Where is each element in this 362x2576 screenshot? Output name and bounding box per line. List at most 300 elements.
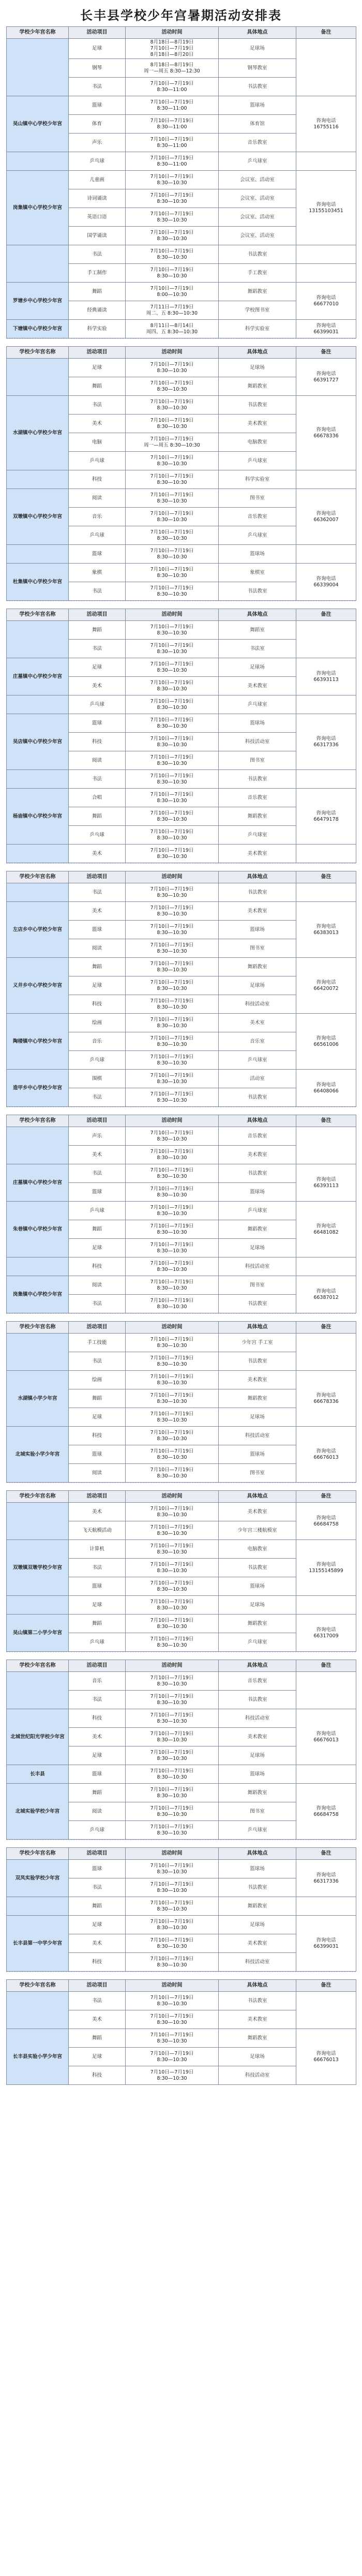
remark-cell: [296, 264, 356, 283]
school-name-cell: 庄墓镇中心学校少年宫: [7, 658, 69, 695]
table-row: [7, 695, 356, 714]
activity-time-cell: 7月10日—7月19日 8:30—10:30: [126, 1427, 219, 1445]
activity-time-cell: 7月10日—7月19日 8:30—10:30: [126, 695, 219, 714]
activity-location-cell: 图书室: [219, 939, 296, 958]
table-row: [7, 39, 356, 59]
remark-cell: 咨询电话 66317009: [296, 1615, 356, 1652]
remark-cell: 咨询电话 66362007: [296, 489, 356, 545]
school-name-cell: [7, 39, 69, 96]
activity-location-cell: 美术教室: [219, 1371, 296, 1389]
remark-cell: 咨询电话 66684758: [296, 1784, 356, 1840]
activity-location-cell: 音乐教室: [219, 1672, 296, 1691]
activity-time-cell: 7月10日—7月19日 8:30—10:30: [126, 1709, 219, 1728]
activity-time-cell: 7月10日—7月19日 8:30—10:30: [126, 377, 219, 396]
school-name-cell: [7, 770, 69, 789]
activity-item-cell: 飞天航模活动: [69, 1521, 126, 1540]
table-header-row: [7, 1322, 356, 1334]
activity-item-cell: 书法: [69, 582, 126, 601]
activity-location-cell: 音乐教室: [219, 508, 296, 526]
activity-location-cell: 乒乓球室: [219, 826, 296, 845]
school-name-cell: [7, 621, 69, 658]
activity-time-cell: 7月10日—7月19日 8:00—10:30: [126, 283, 219, 301]
activity-item-cell: 美术: [69, 414, 126, 433]
table-row: [7, 1334, 356, 1352]
column-header: 备注: [296, 347, 356, 359]
activity-item-cell: 足球: [69, 1239, 126, 1257]
activity-time-cell: 7月10日—7月19日 8:30—10:30: [126, 883, 219, 902]
school-name-cell: 北城实验小学少年宫: [7, 1427, 69, 1483]
activity-item-cell: 书法: [69, 1559, 126, 1577]
activity-time-cell: 7月10日—7月19日 8:30—10:30: [126, 939, 219, 958]
table-row: [7, 1070, 356, 1088]
column-header: 学校少年宫名称: [7, 1660, 69, 1672]
activity-location-cell: 学校图书室: [219, 301, 296, 320]
remark-cell: 咨询电话 66677010: [296, 283, 356, 320]
table-row: [7, 789, 356, 807]
activity-location-cell: 音乐教室: [219, 1127, 296, 1146]
activity-time-cell: 7月10日—7月19日 8:30—10:30: [126, 1070, 219, 1088]
table-row: [7, 714, 356, 733]
activity-time-cell: 8月18日—8月19日 7月10日—7月19日 8月18日—8月20日: [126, 39, 219, 59]
activity-time-cell: 7月10日—7月19日 8:30—11:00: [126, 96, 219, 115]
activity-item-cell: 篮球: [69, 921, 126, 939]
column-header: 学校少年宫名称: [7, 1491, 69, 1503]
activity-location-cell: 会议室、活动室: [219, 171, 296, 189]
activity-time-cell: 7月10日—7月19日 8:30—10:30: [126, 1540, 219, 1559]
remark-cell: 咨询电话 66393113: [296, 658, 356, 695]
remark-cell: 咨询电话 66676013: [296, 2029, 356, 2085]
activity-time-cell: 7月10日—7月19日 8:30—10:30: [126, 1615, 219, 1633]
activity-item-cell: 手工技能: [69, 1334, 126, 1352]
table-row: [7, 1916, 356, 1934]
column-header: 活动时间: [126, 1980, 219, 1992]
table-row: [7, 1427, 356, 1445]
table-row: [7, 1014, 356, 1032]
activity-location-cell: 舞蹈教室: [219, 1220, 296, 1239]
activity-location-cell: 电脑教室: [219, 1540, 296, 1559]
column-header: 备注: [296, 1491, 356, 1503]
activity-location-cell: 篮球场: [219, 545, 296, 564]
school-name-cell: [7, 1257, 69, 1276]
activity-location-cell: 美术教室: [219, 414, 296, 433]
column-header: 具体地点: [219, 1322, 296, 1334]
school-name-cell: 双墩镇双墩学校少年宫: [7, 1540, 69, 1596]
remark-cell: [296, 470, 356, 489]
activity-location-cell: 足球场: [219, 359, 296, 377]
remark-cell: 咨询电话 66676013: [296, 1709, 356, 1765]
activity-location-cell: 舞蹈教室: [219, 958, 296, 976]
activity-location-cell: 足球场: [219, 1916, 296, 1934]
column-header: 活动时间: [126, 609, 219, 621]
column-header: 备注: [296, 1115, 356, 1127]
table-row: [7, 1257, 356, 1276]
remark-cell: 咨询电话 66317336: [296, 714, 356, 770]
table-row: [7, 545, 356, 564]
activity-location-cell: 图书室: [219, 1276, 296, 1295]
remark-cell: [296, 695, 356, 714]
activity-location-cell: 足球场: [219, 39, 296, 59]
activity-item-cell: 经典诵读: [69, 301, 126, 320]
table-row: [7, 1765, 356, 1784]
activity-location-cell: 手工教室: [219, 264, 296, 283]
activity-item-cell: 美术: [69, 677, 126, 695]
table-row: [7, 1709, 356, 1728]
school-name-cell: 水湖镇小学少年宫: [7, 1371, 69, 1427]
school-name-cell: [7, 470, 69, 489]
school-name-cell: [7, 1672, 69, 1709]
activity-item-cell: 科技: [69, 1427, 126, 1445]
activity-item-cell: 足球: [69, 658, 126, 677]
activity-location-cell: 乒乓球室: [219, 452, 296, 470]
school-name-cell: 吴店镇中心学校少年宫: [7, 714, 69, 770]
column-header: 备注: [296, 1848, 356, 1860]
activity-item-cell: 声乐: [69, 1127, 126, 1146]
school-name-cell: 下塘镇中心学校少年宫: [7, 320, 69, 338]
schedule-table: [6, 346, 356, 601]
school-name-cell: [7, 545, 69, 564]
column-header: 备注: [296, 1322, 356, 1334]
section-divider: [6, 1483, 356, 1490]
activity-time-cell: 7月10日—7月19日 8:30—10:30: [126, 1202, 219, 1220]
activity-item-cell: 音乐: [69, 1032, 126, 1051]
table-header-row: [7, 347, 356, 359]
activity-location-cell: 书法教室: [219, 1878, 296, 1897]
activity-location-cell: 足球场: [219, 1408, 296, 1427]
activity-item-cell: 美术: [69, 1728, 126, 1746]
remark-cell: [296, 1127, 356, 1164]
activity-item-cell: 足球: [69, 39, 126, 59]
activity-time-cell: 7月10日—7月19日 8:30—10:30: [126, 1276, 219, 1295]
activity-time-cell: 7月10日—7月19日 8:30—10:30: [126, 1352, 219, 1371]
remark-cell: 咨询电话 66420072: [296, 958, 356, 1014]
activity-location-cell: 美术教室: [219, 845, 296, 863]
activity-item-cell: 科技: [69, 1709, 126, 1728]
column-header: 学校少年宫名称: [7, 27, 69, 39]
table-row: [7, 621, 356, 640]
activity-time-cell: 7月10日—7月19日 8:30—10:30: [126, 958, 219, 976]
table-row: [7, 320, 356, 338]
remark-cell: [296, 545, 356, 564]
remark-cell: [296, 770, 356, 789]
activity-item-cell: 音乐: [69, 508, 126, 526]
school-name-cell: 吴山镇中心学校少年宫: [7, 96, 69, 152]
activity-location-cell: 篮球场: [219, 1183, 296, 1202]
column-header: 学校少年宫名称: [7, 1322, 69, 1334]
column-header: 具体地点: [219, 609, 296, 621]
remark-cell: [296, 1897, 356, 1916]
activity-location-cell: 篮球场: [219, 1765, 296, 1784]
school-name-cell: [7, 1596, 69, 1615]
activity-item-cell: 舞蹈: [69, 1220, 126, 1239]
activity-item-cell: 舞蹈: [69, 283, 126, 301]
activity-item-cell: 科技: [69, 1953, 126, 1972]
column-header: 学校少年宫名称: [7, 1115, 69, 1127]
activity-time-cell: 7月10日—7月19日 周一—周五 8:30—10:30: [126, 433, 219, 452]
remark-cell: [296, 1596, 356, 1615]
remark-cell: 咨询电话 66408066: [296, 1070, 356, 1107]
school-name-cell: [7, 695, 69, 714]
section-divider: [6, 1313, 356, 1321]
activity-item-cell: 舞蹈: [69, 621, 126, 640]
activity-location-cell: 乒乓球室: [219, 1051, 296, 1070]
column-header: 学校少年宫名称: [7, 1980, 69, 1992]
activity-item-cell: 书法: [69, 1992, 126, 2010]
activity-item-cell: 篮球: [69, 1445, 126, 1464]
activity-time-cell: 7月10日—7月19日 8:30—10:30: [126, 1691, 219, 1709]
activity-time-cell: 7月10日—7月19日 8:30—10:30: [126, 1897, 219, 1916]
activity-time-cell: 7月10日—7月19日 8:30—10:30: [126, 1559, 219, 1577]
activity-time-cell: 7月10日—7月19日 8:30—10:30: [126, 640, 219, 658]
activity-location-cell: 图书室: [219, 1802, 296, 1821]
activity-time-cell: 7月10日—7月19日 8:30—10:30: [126, 1146, 219, 1164]
column-header: 学校少年宫名称: [7, 1848, 69, 1860]
activity-time-cell: 8月18日—8月19日 周一—周五 8:30—12:30: [126, 59, 219, 78]
activity-time-cell: 7月10日—7月19日 8:30—10:30: [126, 1239, 219, 1257]
activity-item-cell: 书法: [69, 1088, 126, 1107]
remark-cell: 咨询电话 66678336: [296, 1371, 356, 1427]
section-divider: [6, 1107, 356, 1115]
activity-item-cell: 美术: [69, 1503, 126, 1521]
activity-item-cell: 阅读: [69, 489, 126, 508]
column-header: 活动时间: [126, 1848, 219, 1860]
column-header: 具体地点: [219, 27, 296, 39]
activity-item-cell: 足球: [69, 976, 126, 995]
activity-item-cell: 儿童画: [69, 171, 126, 189]
column-header: 活动项目: [69, 1491, 126, 1503]
activity-item-cell: 乒乓球: [69, 695, 126, 714]
activity-item-cell: 乒乓球: [69, 452, 126, 470]
table-row: [7, 1127, 356, 1146]
activity-time-cell: 7月10日—7月19日 8:30—11:00: [126, 152, 219, 171]
table-row: [7, 658, 356, 677]
activity-time-cell: 7月10日—7月19日 8:30—10:30: [126, 976, 219, 995]
remark-cell: 咨询电话 13155145899: [296, 1540, 356, 1596]
activity-location-cell: 活动室: [219, 1070, 296, 1088]
activity-item-cell: 国学诵读: [69, 227, 126, 245]
activity-time-cell: 7月10日—7月19日 8:30—10:30: [126, 171, 219, 189]
activity-location-cell: 钢琴教室: [219, 59, 296, 78]
table-header-row: [7, 1491, 356, 1503]
activity-item-cell: 美术: [69, 1146, 126, 1164]
school-name-cell: [7, 845, 69, 863]
school-name-cell: [7, 1334, 69, 1371]
activity-location-cell: 美术室: [219, 1014, 296, 1032]
activity-time-cell: 7月10日—7月19日 8:30—10:30: [126, 2066, 219, 2085]
activity-location-cell: 足球场: [219, 1596, 296, 1615]
table-row: [7, 564, 356, 582]
table-row: [7, 1672, 356, 1691]
activity-item-cell: 阅读: [69, 1802, 126, 1821]
activity-time-cell: 7月10日—7月19日 8:30—10:30: [126, 452, 219, 470]
activity-location-cell: 足球场: [219, 2048, 296, 2066]
activity-time-cell: 7月10日—7月19日 8:30—10:30: [126, 1746, 219, 1765]
activity-location-cell: 篮球场: [219, 1445, 296, 1464]
table-header-row: [7, 27, 356, 39]
activity-location-cell: 会议室、活动室: [219, 189, 296, 208]
column-header: 活动项目: [69, 1848, 126, 1860]
activity-item-cell: 乒乓球: [69, 1051, 126, 1070]
activity-item-cell: 阅读: [69, 751, 126, 770]
activity-item-cell: 足球: [69, 2048, 126, 2066]
table-row: [7, 171, 356, 189]
activity-time-cell: 7月10日—7月19日 8:30—10:30: [126, 1878, 219, 1897]
activity-item-cell: 科技: [69, 470, 126, 489]
activity-time-cell: 7月10日—7月19日 8:30—10:30: [126, 621, 219, 640]
activity-time-cell: 7月10日—7月19日 8:30—10:30: [126, 1088, 219, 1107]
activity-location-cell: 科学实验室: [219, 470, 296, 489]
activity-time-cell: 7月10日—7月19日 8:30—10:30: [126, 1408, 219, 1427]
section-divider: [6, 1972, 356, 1979]
column-header: 学校少年宫名称: [7, 347, 69, 359]
activity-time-cell: 7月10日—7月19日 8:30—10:30: [126, 1916, 219, 1934]
column-header: 学校少年宫名称: [7, 871, 69, 883]
activity-time-cell: 8月11日—8月14日 周四、五 8:30—10:30: [126, 320, 219, 338]
table-header-row: [7, 871, 356, 883]
activity-item-cell: 计算机: [69, 1540, 126, 1559]
activity-item-cell: 书法: [69, 78, 126, 96]
activity-time-cell: 7月10日—7月19日 8:30—10:30: [126, 1802, 219, 1821]
column-header: 具体地点: [219, 871, 296, 883]
schedule-table: [6, 1979, 356, 2085]
activity-location-cell: 书法教室: [219, 1295, 296, 1313]
activity-time-cell: 7月10日—7月19日 8:30—10:30: [126, 245, 219, 264]
activity-item-cell: 书法: [69, 883, 126, 902]
remark-cell: 咨询电话 66393113: [296, 1164, 356, 1202]
activity-item-cell: 美术: [69, 2010, 126, 2029]
activity-item-cell: 书法: [69, 1352, 126, 1371]
schedule-table: [6, 1490, 356, 1652]
school-name-cell: 朱巷镇中心学校少年宫: [7, 1202, 69, 1257]
activity-item-cell: 绘画: [69, 1371, 126, 1389]
activity-location-cell: 美术教室: [219, 1934, 296, 1953]
activity-location-cell: 科技活动室: [219, 1953, 296, 1972]
column-header: 活动项目: [69, 347, 126, 359]
activity-item-cell: 书法: [69, 1164, 126, 1183]
activity-item-cell: 合唱: [69, 789, 126, 807]
activity-item-cell: 美术: [69, 902, 126, 921]
table-header-row: [7, 1980, 356, 1992]
remark-cell: 咨询电话 66387012: [296, 1276, 356, 1313]
activity-time-cell: 7月10日—7月19日 8:30—10:30: [126, 826, 219, 845]
activity-item-cell: 钢琴: [69, 59, 126, 78]
column-header: 具体地点: [219, 1115, 296, 1127]
activity-time-cell: 7月10日—7月19日 8:30—10:30: [126, 1821, 219, 1840]
activity-location-cell: 篮球场: [219, 921, 296, 939]
activity-item-cell: 书法: [69, 396, 126, 414]
activity-item-cell: 篮球: [69, 1183, 126, 1202]
activity-time-cell: 7月10日—7月19日 8:30—10:30: [126, 564, 219, 582]
activity-time-cell: 7月10日—7月19日 8:30—10:30: [126, 1295, 219, 1313]
school-name-cell: [7, 1897, 69, 1916]
section-divider: [6, 338, 356, 346]
table-row: [7, 1540, 356, 1559]
activity-time-cell: 7月10日—7月19日 8:30—10:30: [126, 921, 219, 939]
school-name-cell: 陶楼镇中心学校少年宫: [7, 1014, 69, 1070]
activity-location-cell: 舞蹈教室: [219, 2029, 296, 2048]
table-row: [7, 152, 356, 171]
activity-time-cell: 7月10日—7月19日 8:30—10:30: [126, 1334, 219, 1352]
activity-item-cell: 手工制作: [69, 264, 126, 283]
activity-location-cell: 舞蹈教室: [219, 1784, 296, 1802]
activity-location-cell: 科技活动室: [219, 1709, 296, 1728]
activity-location-cell: 象棋室: [219, 564, 296, 582]
activity-item-cell: 科学实验: [69, 320, 126, 338]
activity-time-cell: 7月10日—7月19日 8:30—10:30: [126, 770, 219, 789]
activity-item-cell: 乒乓球: [69, 1821, 126, 1840]
activity-time-cell: 7月10日—7月19日 8:30—10:30: [126, 1765, 219, 1784]
activity-time-cell: 7月10日—7月19日 8:30—10:30: [126, 582, 219, 601]
activity-location-cell: 少年宫 手工室: [219, 1334, 296, 1352]
activity-time-cell: 7月10日—7月19日 8:30—10:30: [126, 1784, 219, 1802]
activity-item-cell: 科技: [69, 995, 126, 1014]
table-row: [7, 883, 356, 902]
school-name-cell: [7, 1503, 69, 1540]
section-divider: [6, 863, 356, 871]
activity-location-cell: 会议室、活动室: [219, 208, 296, 227]
activity-time-cell: 7月10日—7月19日 8:30—10:30: [126, 189, 219, 208]
activity-time-cell: 7月11日—7月19日 周二、五 8:30—10:30: [126, 301, 219, 320]
table-row: [7, 1276, 356, 1295]
column-header: 备注: [296, 1660, 356, 1672]
activity-item-cell: 书法: [69, 770, 126, 789]
activity-location-cell: 美术教室: [219, 902, 296, 921]
activity-time-cell: 7月10日—7月19日 8:30—10:30: [126, 1127, 219, 1146]
activity-item-cell: 书法: [69, 640, 126, 658]
activity-location-cell: 美术教室: [219, 677, 296, 695]
activity-time-cell: 7月10日—7月19日 8:30—10:30: [126, 414, 219, 433]
activity-time-cell: 7月10日—7月19日 8:30—10:30: [126, 1464, 219, 1483]
activity-location-cell: 美术教室: [219, 2010, 296, 2029]
table-row: [7, 1596, 356, 1615]
table-row: [7, 958, 356, 976]
schedule-table: [6, 1115, 356, 1313]
column-header: 备注: [296, 871, 356, 883]
activity-time-cell: 7月10日—7月19日 8:30—10:30: [126, 1633, 219, 1652]
activity-time-cell: 7月10日—7月19日 8:30—10:30: [126, 1521, 219, 1540]
table-row: [7, 1164, 356, 1183]
activity-time-cell: 7月10日—7月19日 8:30—10:30: [126, 1445, 219, 1464]
table-row: [7, 2029, 356, 2048]
activity-item-cell: 篮球: [69, 1765, 126, 1784]
remark-cell: 咨询电话 66339004: [296, 564, 356, 601]
activity-item-cell: 书法: [69, 1878, 126, 1897]
table-row: [7, 770, 356, 789]
activity-time-cell: 7月10日—7月19日 8:30—10:30: [126, 1371, 219, 1389]
school-name-cell: [7, 152, 69, 171]
activity-location-cell: 书法教室: [219, 1352, 296, 1371]
remark-cell: 咨询电话 66479178: [296, 789, 356, 845]
activity-location-cell: 舞蹈室: [219, 621, 296, 640]
remark-cell: 咨询电话 13155103451: [296, 171, 356, 245]
activity-location-cell: 美术教室: [219, 1728, 296, 1746]
column-header: 活动项目: [69, 1115, 126, 1127]
activity-time-cell: 7月10日—7月19日 8:30—10:30: [126, 359, 219, 377]
activity-item-cell: 书法: [69, 1691, 126, 1709]
table-row: [7, 245, 356, 264]
activity-location-cell: 书法教室: [219, 245, 296, 264]
activity-time-cell: 7月10日—7月19日 8:30—10:30: [126, 1992, 219, 2010]
remark-cell: 咨询电话 66383013: [296, 902, 356, 958]
activity-item-cell: 乒乓球: [69, 826, 126, 845]
school-name-cell: 双墩镇中心学校少年宫: [7, 489, 69, 545]
table-row: [7, 396, 356, 414]
activity-location-cell: 足球场: [219, 976, 296, 995]
activity-item-cell: 舞蹈: [69, 1615, 126, 1633]
schedule-sections: [0, 26, 362, 2088]
remark-cell: 咨询电话 66678336: [296, 396, 356, 470]
activity-time-cell: 7月10日—7月19日 8:30—10:30: [126, 658, 219, 677]
table-row: [7, 359, 356, 377]
